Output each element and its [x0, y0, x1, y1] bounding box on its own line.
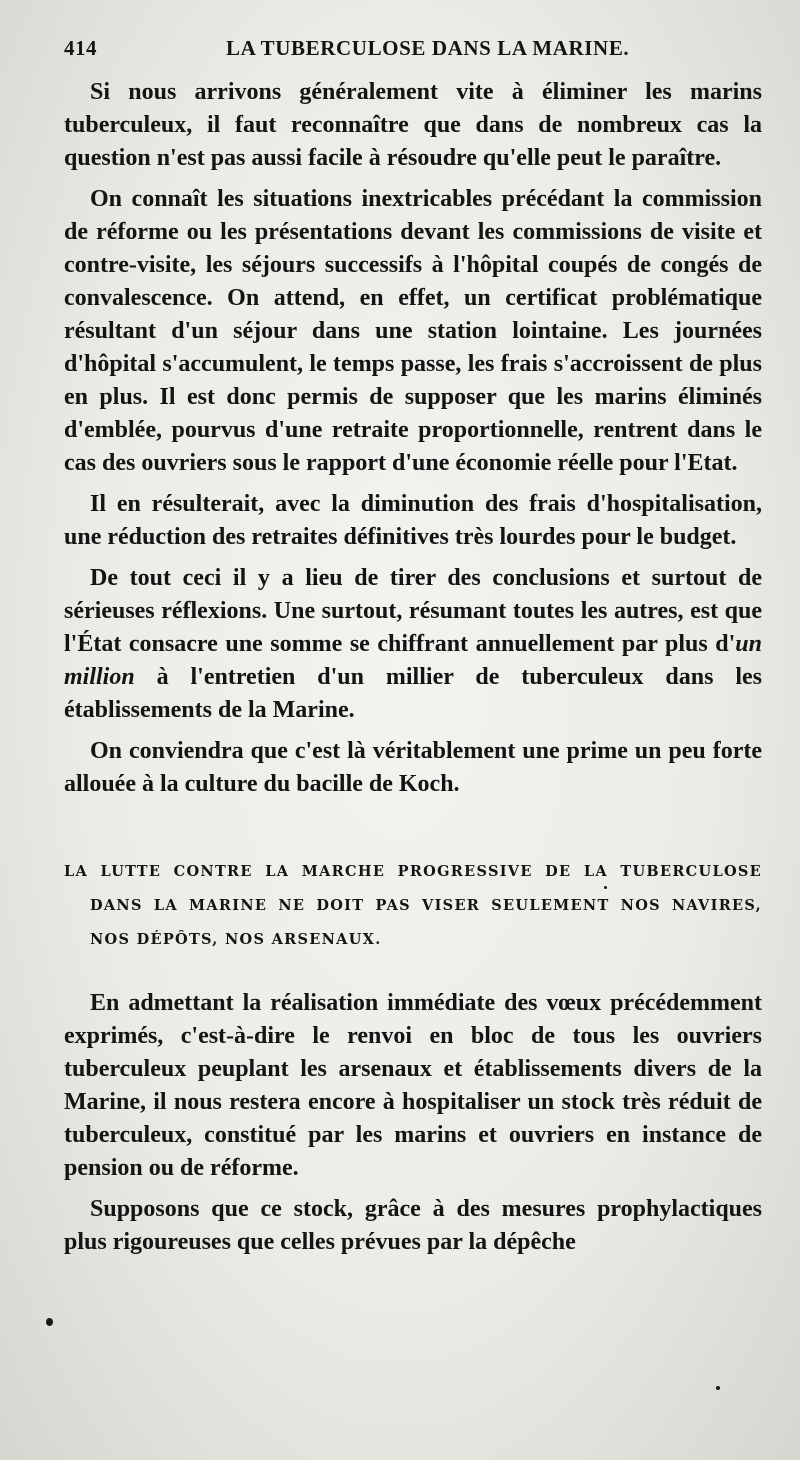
paragraph: En admettant la réalisation immédiate des vœux précédemment exprimés, c'est-à-dire le renvoi en bloc de tous les ouvriers tuberculeux peuplant les arsenaux et établissements divers de la Marine, il nous restera encore à hospitaliser un stock très réduit de tuberculeux, constitué par les marins et ouvriers en instance de pension ou de réforme. [64, 990, 762, 1181]
emphasis-text: un million [64, 631, 762, 690]
ink-speck [46, 1318, 53, 1326]
running-title: LA TUBERCULOSE DANS LA MARINE. [226, 36, 630, 60]
page-number: 414 [64, 36, 97, 60]
section-heading: LA LUTTE CONTRE LA MARCHE PROGRESSIVE DE LA TUBERCULOSE DANS LA MARINE NE DOIT PAS VISER SEULEMENT NOS NAVIRES, NOS DÉPÔTS, NOS ARSENAUX. [64, 863, 762, 948]
paragraph: Il en résulterait, avec la diminution des frais d'hospitalisation, une réduction des retraites définitives très lourdes pour le budget. [64, 491, 762, 550]
ink-speck [716, 1386, 720, 1390]
paragraph-text: à l'entretien d'un millier de tuberculeux dans les établissements de la Marine. [64, 664, 762, 723]
ink-speck [604, 886, 607, 889]
running-header [64, 36, 760, 66]
paragraph: On connaît les situations inextricables précédant la commission de réforme ou les présentations devant les commissions de visite et contre-visite, les séjours successifs à l'hôpital coupés de congés de convalescence. On attend, en effet, un certificat problématique résultant d'un séjour dans une station lointaine. Les journées d'hôpital s'accumulent, le temps passe, les frais s'accroissent de plus en plus. Il est donc permis de supposer que les marins éliminés d'emblée, pourvus d'une retraite proportionnelle, rentrent dans le cas des ouvriers sous le rapport d'une économie réelle pour l'Etat. [64, 186, 762, 476]
paragraph: Si nous arrivons généralement vite à éliminer les marins tuberculeux, il faut reconnaître que dans de nombreux cas la question n'est pas aussi facile à résoudre qu'elle peut le paraître. [64, 79, 762, 171]
paragraph: On conviendra que c'est là véritablement une prime un peu forte allouée à la culture du bacille de Koch. [64, 738, 762, 797]
paragraph-text: De tout ceci il y a lieu de tirer des conclusions et surtout de sérieuses réflexions. Une surtout, résumant toutes les autres, est que l'État consacre une somme se chiffrant annuellement par plus d' [64, 565, 762, 657]
paragraph [64, 562, 762, 727]
paragraph: Supposons que ce stock, grâce à des mesures prophylactiques plus rigoureuses que celles prévues par la dépêche [64, 1196, 762, 1255]
body-text [64, 76, 762, 1259]
